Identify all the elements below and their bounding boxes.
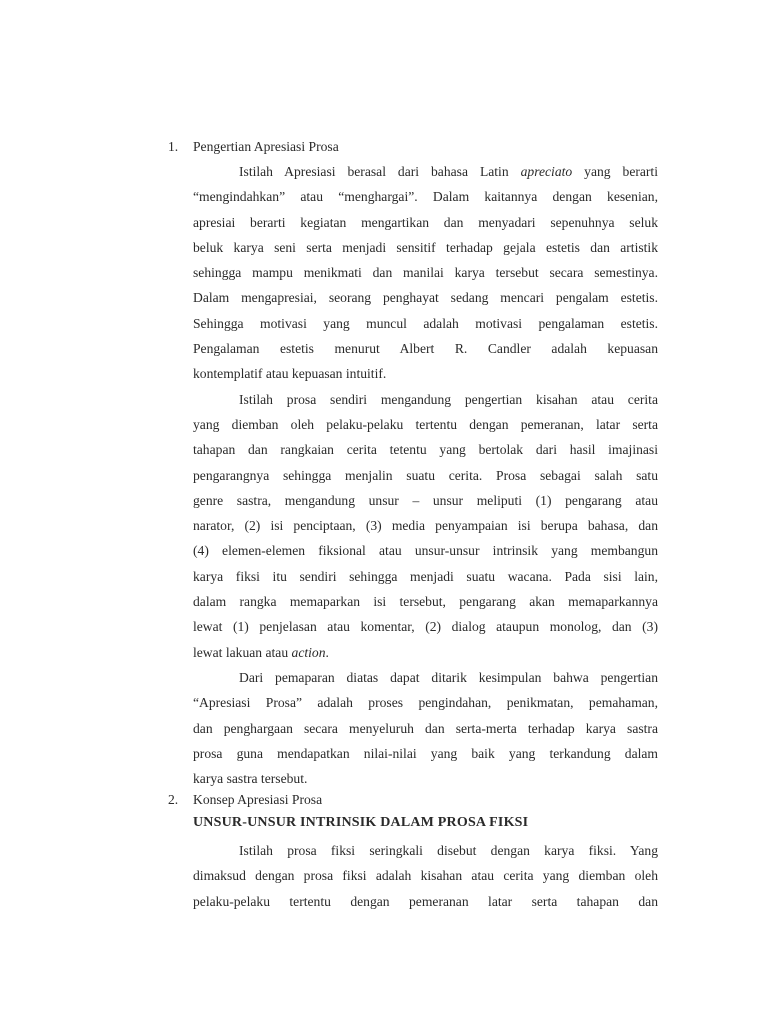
paragraph-line: karya sastra tersebut. (193, 771, 308, 787)
paragraph-prosa-fiksi (193, 838, 658, 914)
paragraph-line: pengarangnya sehingga menjalin suatu cerita. Prosa sebagai salah satu (193, 467, 658, 483)
paragraph-line: Sehingga motivasi yang muncul adalah motivasi pengalaman estetis. (193, 315, 658, 331)
paragraph-line (193, 640, 658, 665)
paragraph-line: Pengalaman estetis menurut Albert R. Candler adalah kepuasan (193, 341, 658, 357)
paragraph-line: apresiai berarti kegiatan mengartikan dan menyadari sepenuhnya seluk (193, 214, 658, 230)
list-number: 1. (168, 139, 179, 154)
paragraph-line (193, 159, 658, 184)
list-heading: Konsep Apresiasi Prosa (193, 792, 323, 807)
text-span: . (325, 644, 329, 660)
italic-term: apreciato (520, 164, 573, 179)
paragraph-line: dimaksud dengan prosa fiksi adalah kisahan atau cerita yang diemban oleh (193, 868, 658, 884)
paragraph-line: sehingga mampu menikmati dan manilai karya tersebut secara semestinya. (193, 265, 658, 281)
paragraph-line: beluk karya seni serta menjadi sensitif terhadap gejala estetis dan artistik (193, 239, 658, 255)
paragraph-line: lewat (1) penjelasan atau komentar, (2) dialog ataupun monolog, dan (3) (193, 619, 658, 635)
italic-term: action (291, 644, 326, 660)
section-title: UNSUR-UNSUR INTRINSIK DALAM PROSA FIKSI (193, 815, 529, 830)
paragraph-line: dan penghargaan secara menyeluruh dan serta-merta terhadap karya sastra (193, 720, 658, 736)
paragraph-line: “Apresiasi Prosa” adalah proses pengindahan, penikmatan, pemahaman, (193, 695, 658, 711)
paragraph-line: “mengindahkan” atau “menghargai”. Dalam kaitannya dengan kesenian, (193, 189, 658, 205)
paragraph-apresiasi (193, 159, 658, 791)
paragraph-line: pelaku-pelaku tertentu dengan pemeranan latar serta tahapan dan (193, 893, 658, 909)
paragraph-line: Dari pemaparan diatas dapat ditarik kesimpulan bahwa pengertian (239, 669, 658, 685)
paragraph-line: Istilah prosa sendiri mengandung pengertian kisahan atau cerita (239, 391, 658, 407)
paragraph-line: Istilah prosa fiksi seringkali disebut dengan karya fiksi. Yang (239, 843, 658, 858)
text-span: lewat lakuan atau (193, 644, 292, 660)
list-heading: Pengertian Apresiasi Prosa (193, 139, 339, 154)
paragraph-line: (4) elemen-elemen fiksional atau unsur-unsur intrinsik yang membangun (193, 543, 658, 559)
paragraph-line: tahapan dan rangkaian cerita tetentu yang bertolak dari hasil imajinasi (193, 442, 658, 458)
paragraph-line: prosa guna mendapatkan nilai-nilai yang baik yang terkandung dalam (193, 745, 658, 761)
paragraph-line: Dalam mengapresiai, seorang penghayat sedang mencari pengalam estetis. (193, 290, 658, 306)
paragraph-line: kontemplatif atau kepuasan intuitif. (193, 366, 387, 382)
paragraph-line: narator, (2) isi penciptaan, (3) media penyampaian isi berupa bahasa, dan (193, 518, 658, 534)
paragraph-line: karya fiksi itu sendiri sehingga menjadi suatu wacana. Pada sisi lain, (193, 568, 658, 584)
paragraph-line: dalam rangka memaparkan isi tersebut, pengarang akan memaparkannya (193, 594, 658, 610)
text-span: Istilah Apresiasi berasal dari bahasa Latin (239, 164, 521, 179)
list-number: 2. (168, 792, 179, 807)
paragraph-line: yang diemban oleh pelaku-pelaku tertentu dengan pemeranan, latar serta (193, 416, 658, 432)
text-span: yang berarti (572, 164, 658, 179)
paragraph-line: genre sastra, mengandung unsur – unsur meliputi (1) pengarang atau (193, 492, 658, 508)
